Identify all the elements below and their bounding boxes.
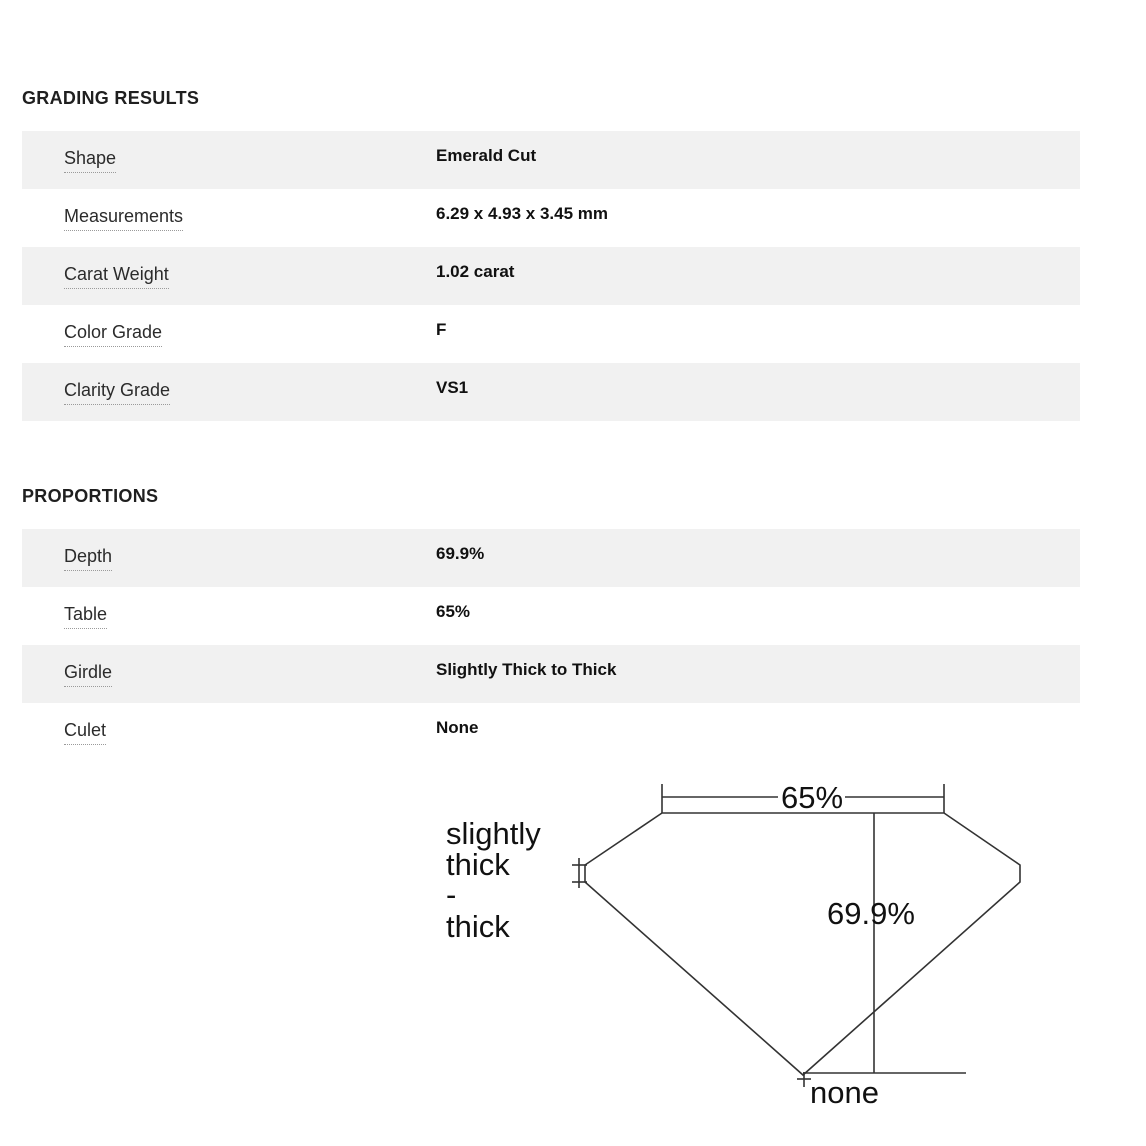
diagram-girdle-line-4: thick (446, 909, 510, 944)
table-row (22, 131, 1080, 189)
grading-results-table (22, 131, 1080, 421)
table-row (22, 587, 1080, 645)
diagram-depth-label: 69.9% (827, 896, 915, 931)
row-label-clarity-grade[interactable]: Clarity Grade (64, 380, 170, 405)
row-label-table[interactable]: Table (64, 604, 107, 629)
stone-outline (585, 813, 1020, 1075)
proportions-table (22, 529, 1080, 761)
row-value-measurements: 6.29 x 4.93 x 3.45 mm (436, 204, 609, 223)
diagram-culet-label: none (810, 1075, 879, 1110)
row-label-shape[interactable]: Shape (64, 148, 116, 173)
diagram-girdle-line-3: - (446, 877, 457, 912)
row-value-color-grade: F (436, 320, 447, 339)
row-label-carat-weight[interactable]: Carat Weight (64, 264, 169, 289)
table-row (22, 363, 1080, 421)
diagram-girdle-line-2: thick (446, 847, 510, 882)
proportions-diagram (430, 770, 1050, 1130)
row-value-girdle: Slightly Thick to Thick (436, 660, 617, 679)
diagram-girdle-line-1: slightly (446, 816, 541, 851)
row-value-table: 65% (436, 602, 471, 621)
row-value-culet: None (436, 718, 479, 737)
row-value-depth: 69.9% (436, 544, 485, 563)
row-value-shape: Emerald Cut (436, 146, 537, 165)
row-label-depth[interactable]: Depth (64, 546, 112, 571)
table-row (22, 529, 1080, 587)
table-row (22, 305, 1080, 363)
row-label-color-grade[interactable]: Color Grade (64, 322, 162, 347)
grading-results-heading: GRADING RESULTS (22, 88, 200, 108)
proportions-heading: PROPORTIONS (22, 486, 159, 506)
row-value-clarity-grade: VS1 (436, 378, 469, 397)
table-row (22, 247, 1080, 305)
table-row (22, 645, 1080, 703)
diagram-table-label: 65% (780, 780, 844, 815)
row-label-measurements[interactable]: Measurements (64, 206, 183, 231)
table-row (22, 703, 1080, 761)
row-label-girdle[interactable]: Girdle (64, 662, 112, 687)
table-row (22, 189, 1080, 247)
row-value-carat-weight: 1.02 carat (436, 262, 515, 281)
row-label-culet[interactable]: Culet (64, 720, 106, 745)
